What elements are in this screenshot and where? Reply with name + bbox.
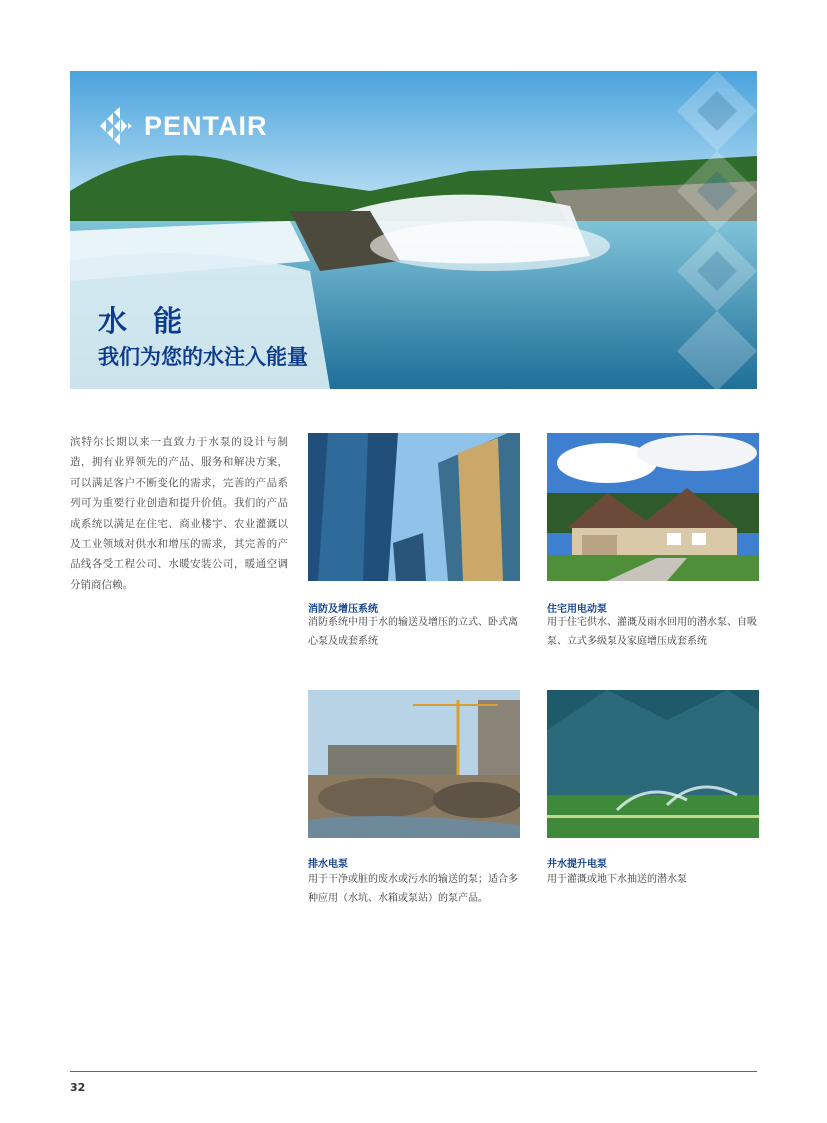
section-title-residential: 住宅用电动泵 bbox=[547, 604, 607, 615]
irrigation-photo bbox=[547, 690, 759, 838]
section-desc-fire: 消防系统中用于水的输送及增压的立式、卧式离心泵及成套系统 bbox=[308, 617, 518, 647]
construction-site-photo bbox=[308, 690, 520, 838]
house-photo bbox=[547, 433, 759, 581]
intro-paragraph: 滨特尔长期以来一直致力于水泵的设计与制造，拥有业界领先的产品、服务和解决方案，可以满足客户不断变化的需求，完善的产品系列可为重要行业创造和提升价值。我们的产品成系统以满足在住宅、商业楼宇、农业灌溉以及工业领域对供水和增压的需求，其完善的产品线各受工程公司、水暖安装公司，暖通空调分销商信赖。 bbox=[70, 436, 288, 591]
hero-banner bbox=[70, 71, 757, 389]
pentair-logo bbox=[96, 107, 268, 145]
section-desc-residential: 用于住宅供水、灌溉及雨水回用的潜水泵、自吸泵、立式多级泵及家庭增压成套系统 bbox=[547, 617, 757, 647]
section-desc-well: 用于灌溉或地下水抽送的潜水泵 bbox=[547, 874, 687, 885]
hero-title: 水 能 bbox=[98, 304, 191, 338]
section-title-well: 井水提升电泵 bbox=[547, 859, 607, 870]
hero-subtitle: 我们为您的水注入能量 bbox=[98, 345, 308, 369]
pentair-logo-icon bbox=[96, 107, 136, 145]
diamond-pattern bbox=[677, 71, 757, 389]
section-desc-drainage: 用于干净或脏的废水或污水的输送的泵；适合多种应用（水坑、水箱或泵站）的泵产品。 bbox=[308, 874, 518, 904]
skyscraper-photo bbox=[308, 433, 520, 581]
footer-divider bbox=[70, 1071, 757, 1072]
section-title-drainage: 排水电泵 bbox=[308, 859, 348, 870]
pentair-logo-text: PENTAIR bbox=[144, 110, 268, 141]
section-title-fire: 消防及增压系统 bbox=[308, 604, 378, 615]
page-number: 32 bbox=[70, 1081, 86, 1094]
